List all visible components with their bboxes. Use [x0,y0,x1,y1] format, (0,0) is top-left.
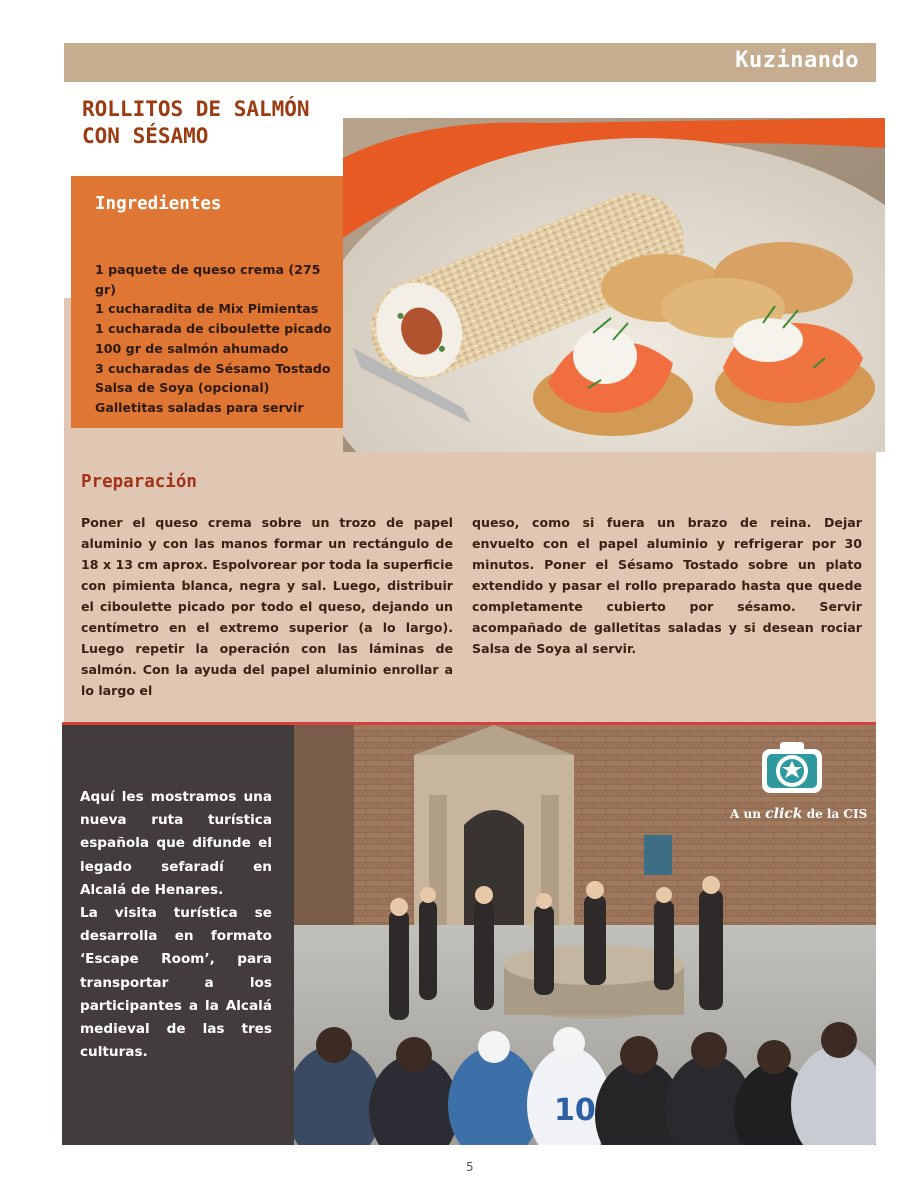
ingredients-heading: Ingredientes [95,194,222,214]
recipe-title [82,96,342,150]
ingredients-box [71,176,343,428]
salmon-rolls-photo [343,118,885,452]
logo-caption-click: click [765,806,803,822]
page-number: 5 [466,1160,474,1174]
camera-logo-icon [760,742,824,796]
svg-text:10: 10 [554,1093,596,1128]
header-bar [64,43,876,82]
preparation-heading: Preparación [81,472,197,492]
preparation-text-column-1: Poner el queso crema sobre un trozo de papel aluminio y con las manos formar un rectángulo de 18 x 13 cm aprox. Espolvorear por toda la superficie con pimienta blanca, negra y sal. Luego, distribuir el ciboulette picado por todo el queso, dejando un centímetro en el extremo superior (a lo largo). Luego repetir la operación con las láminas de salmón. Con la ayuda del papel aluminio enrollar a lo largo el [81,515,453,698]
ingredient-item: Galletitas saladas para servir [95,399,304,415]
tour-info-text-part-2: La visita turística se desarrolla en formato ‘Escape Room’, para transportar a los participantes a la Alcalá medieval de las tres culturas. [80,905,272,1061]
recipe-title-line-1: ROLLITOS DE SALMÓN [82,97,310,121]
ingredient-item: 1 paquete de queso crema (275 gr) [95,262,321,297]
ingredient-item: 100 gr de salmón ahumado [95,340,289,356]
ingredient-item: 3 cucharadas de Sésamo Tostado [95,360,331,376]
logo-caption-suffix: de la CIS [806,807,868,821]
tour-info-panel [62,725,294,1145]
ingredient-item: 1 cucharadita de Mix Pimientas [95,301,319,317]
ingredient-item: 1 cucharada de ciboulette picado [95,321,332,337]
logo-caption-prefix: A un [730,807,761,821]
preparation-text-column-2: queso, como si fuera un brazo de reina. Dejar envuelto con el papel aluminio y refrigerar por 30 minutos. Poner el Sésamo Tostado sobre un plato extendido y pasar el rollo preparado hasta que quede completamente cubierto por sésamo. Servir acompañado de galletitas saladas y si desean rociar Salsa de Soya al servir. [472,515,862,656]
section-title: Kuzinando [735,48,859,73]
ingredients-list [95,260,343,418]
tour-info-text-part-1: Aquí les mostramos una nueva ruta turística española que difunde el legado sefaradí en Alcalá de Henares. [80,789,272,898]
recipe-title-line-2: CON SÉSAMO [82,124,209,148]
logo-caption [730,806,867,822]
tour-info-text [80,786,272,1064]
ingredient-item: Salsa de Soya (opcional) [95,380,270,396]
